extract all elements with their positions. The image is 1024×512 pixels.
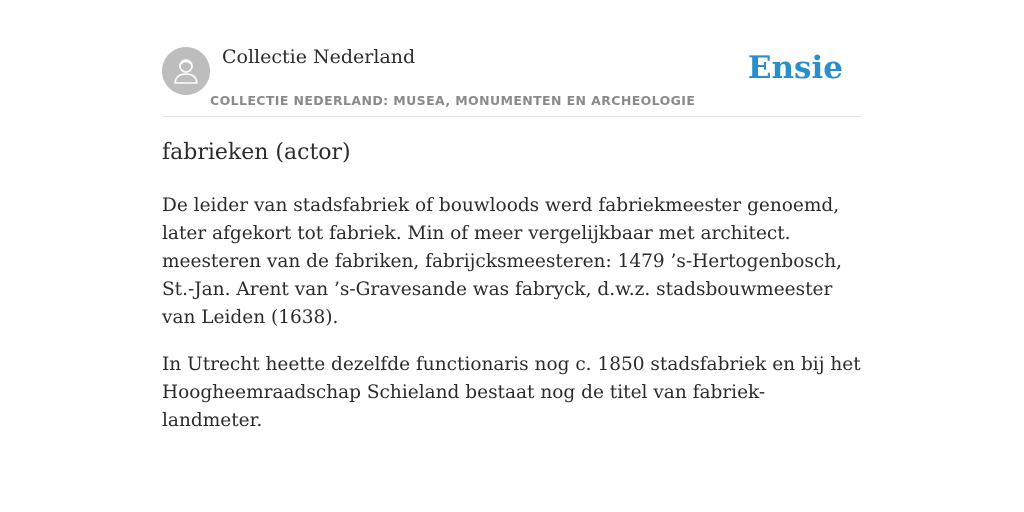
avatar[interactable] — [162, 47, 210, 95]
user-icon — [172, 56, 200, 86]
entry-title: fabrieken (actor) — [162, 140, 351, 165]
source-name[interactable]: Collectie Nederland — [222, 46, 416, 68]
source-subtitle: COLLECTIE NEDERLAND: MUSEA, MONUMENTEN EN ARCHEOLOGIE — [210, 93, 696, 108]
source-header — [162, 0, 862, 117]
entry-paragraph: De leider van stadsfabriek of bouwloods werd fabriekmeester genoemd, later afgekort tot fabriek. Min of meer vergelijkbaar met architect. meesteren van de fabriken, fabrijcksmeesteren: 1479 ’s-Hertogenbosch, St.-Jan. Arent van ’s-Gravesande was fabryck, d.w.z. stadsbouwmeester van Leiden (1638). — [162, 195, 843, 328]
brand-logo[interactable]: Ensie — [747, 50, 843, 86]
page — [162, 0, 862, 431]
entry-paragraph: In Utrecht heette dezelfde functionaris nog c. 1850 stadsfabriek en bij het Hoogheemraadschap Schieland bestaat nog de titel van fabriek-landmeter. — [162, 354, 861, 431]
entry-body — [162, 192, 862, 454]
